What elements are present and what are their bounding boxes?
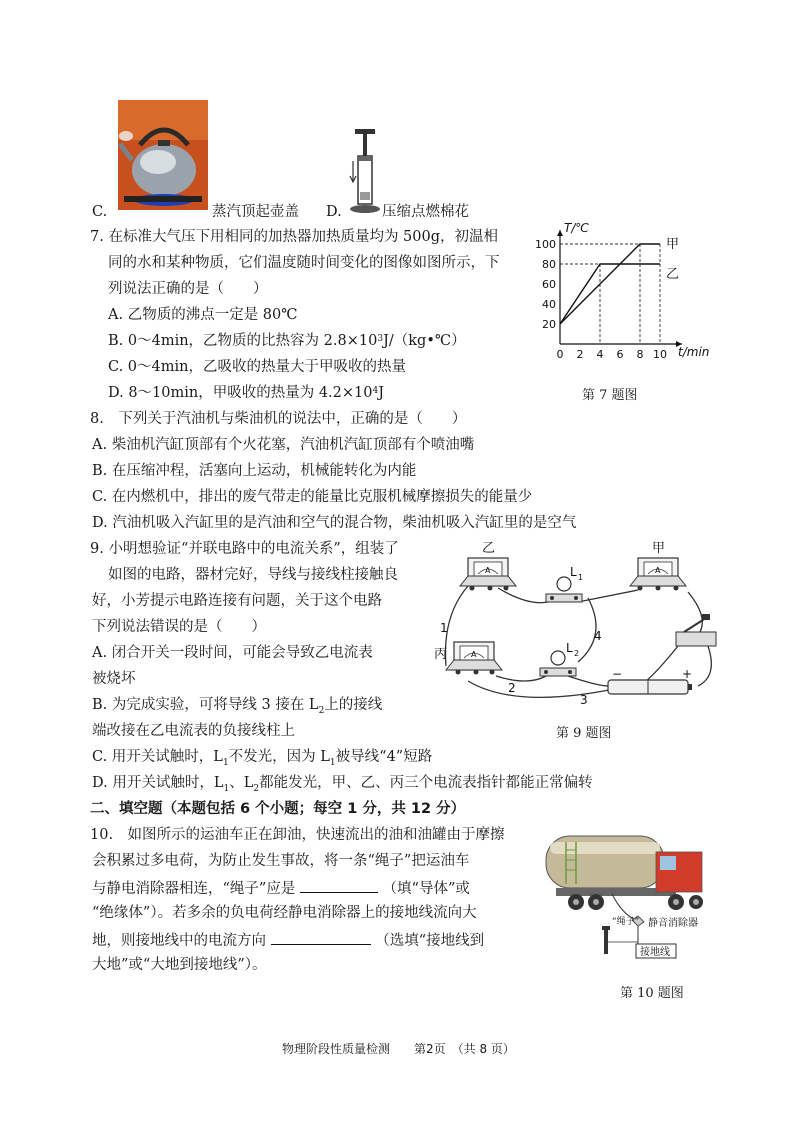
- q8-option-a: A. 柴油机汽缸顶部有个火花塞，汽油机汽缸顶部有个喷油嘴: [92, 437, 475, 453]
- q6-option-c-text: 蒸汽顶起壶盖: [212, 204, 299, 220]
- q8-stem: 8. 下列关于汽油机与柴油机的说法中，正确的是（ ）: [90, 411, 467, 427]
- q10-caption: 第 10 题图: [620, 986, 684, 1001]
- wire-2: [496, 676, 546, 681]
- rope-label: “绳子”: [612, 917, 640, 927]
- x-tick-label: 10: [653, 348, 667, 361]
- q7-option-b: B. 0～4min，乙物质的比热容为 $2.8\times 10^3J/(kg•℃)$: [108, 333, 466, 349]
- y-axis-arrow: [557, 230, 563, 236]
- syringe-image: [348, 126, 382, 216]
- q9-stem-line4: 下列说法错误的是（ ）: [92, 619, 266, 635]
- ground-wire-label: 接地线: [640, 947, 670, 958]
- q10-oil-truck-figure: [536, 822, 716, 972]
- label-l1-sub: 1: [578, 573, 584, 582]
- x-axis-label: t/min: [678, 345, 710, 359]
- dial-a-jia: A: [655, 566, 661, 575]
- q9-option-b-line1: B. 为完成实验，可将导线 3 接在 $L_2$上的接线: [92, 697, 383, 716]
- q9-stem-line2: 如图的电路，器材完好，导线与接线柱接触良: [108, 567, 398, 583]
- q10-blank-2[interactable]: [271, 930, 371, 945]
- series-line-yi: [560, 264, 660, 324]
- q7-option-d: D. 8～10min，甲吸收的热量为 $4.2\times 10^4J$: [108, 385, 385, 401]
- page-footer: 物理阶段性质量检测 第2页 （共 8 页）: [282, 1042, 515, 1056]
- label-wire-4: 4: [594, 629, 602, 643]
- label-wire-2: 2: [508, 681, 516, 695]
- dial-a-bing: A: [471, 650, 477, 659]
- y-tick-label: 40: [542, 298, 556, 311]
- q7-option-c: C. 0～4min，乙吸收的热量大于甲吸收的热量: [108, 359, 406, 375]
- y-tick-label: 60: [542, 278, 556, 291]
- q9-option-c: C. 用开关试触时，$L_1$不发光，因为 $L_1$被导线“4”短路: [92, 749, 433, 768]
- series-line-jia: [560, 244, 660, 324]
- q6-option-c-letter: C.: [92, 204, 108, 220]
- label-plus: +: [682, 667, 693, 681]
- y-tick-label: 80: [542, 258, 556, 271]
- x-tick-label: 6: [616, 348, 624, 361]
- q8-option-d: D. 汽油机吸入汽缸里的是汽油和空气的混合物，柴油机吸入汽缸里的是空气: [92, 515, 577, 531]
- eliminator-label: 静音消除器: [648, 918, 698, 929]
- label-l2-sub: 2: [574, 649, 580, 658]
- q9-option-a-line2: 被烧坏: [92, 671, 136, 687]
- q10-line1: 10. 如图所示的运油车正在卸油，快速流出的油和油罐由于摩擦: [90, 827, 505, 843]
- x-tick-label: 4: [596, 348, 604, 361]
- label-jia: 甲: [652, 541, 666, 556]
- q8-option-c: C. 在内燃机中，排出的废气带走的能量比克服机械摩擦损失的能量少: [92, 489, 533, 505]
- q9-stem-line1: 9. 小明想验证“并联电路中的电流关系”，组装了: [90, 541, 399, 557]
- q9-option-a-line1: A. 闭合开关一段时间，可能会导致乙电流表: [92, 645, 373, 661]
- label-l1: L: [570, 565, 577, 579]
- lamp-l1: [546, 577, 582, 602]
- q7-stem-line1: 7. 在标准大气压下用相同的加热器加热质量均为 500g，初温相: [90, 229, 499, 245]
- q8-option-b: B. 在压缩冲程，活塞向上运动，机械能转化为内能: [92, 463, 417, 479]
- y-axis-label: T/℃: [564, 221, 589, 235]
- series-label-jia: 甲: [666, 237, 680, 252]
- label-l2: L: [566, 641, 573, 655]
- y-tick-label: 100: [535, 238, 556, 251]
- q10-line3: 与静电消除器相连，“绳子”应是 （填“导体”或: [92, 878, 470, 898]
- q9-option-d: D. 用开关试触时，$L_1$、$L_2$都能发光，甲、乙、丙三个电流表指针都能正常偏转: [92, 775, 593, 794]
- label-bing: 丙: [434, 647, 448, 662]
- section2-heading: 二、填空题（本题包括 6 个小题；每空 1 分，共 12 分）: [90, 801, 466, 817]
- wire-3: [468, 681, 628, 697]
- series-label-yi: 乙: [666, 267, 680, 282]
- x-tick-label: 8: [636, 348, 644, 361]
- q7-option-a: A. 乙物质的沸点一定是 80℃: [108, 307, 298, 323]
- q9-stem-line3: 好，小芳提示电路连接有问题，关于这个电路: [92, 593, 382, 609]
- switch: [676, 614, 716, 646]
- battery: [608, 680, 692, 694]
- label-wire-3: 3: [580, 693, 588, 707]
- q7-temperature-chart: [530, 214, 710, 364]
- q7-stem-line3: 列说法正确的是（ ）: [108, 281, 268, 297]
- q10-line2: 会积累过多电荷，为防止发生事故，将一条“绳子”把运油车: [92, 853, 470, 869]
- label-yi: 乙: [482, 541, 496, 556]
- q9-caption: 第 9 题图: [556, 726, 612, 741]
- q7-caption: 第 7 题图: [582, 388, 638, 403]
- q6-option-d-letter: D.: [326, 204, 342, 220]
- q7-stem-line2: 同的水和某种物质，它们温度随时间变化的图像如图所示，下: [108, 255, 500, 271]
- q10-line5: 地，则接地线中的电流方向 （选填“接地线到: [92, 930, 484, 950]
- kettle-image: [118, 100, 208, 210]
- q10-blank-1[interactable]: [300, 878, 378, 893]
- label-wire-1: 1: [440, 621, 448, 635]
- label-minus: −: [612, 667, 623, 681]
- q6-option-d-text: 压缩点燃棉花: [382, 204, 469, 220]
- dial-a-yi: A: [485, 566, 491, 575]
- y-tick-label: 20: [542, 318, 556, 331]
- x-tick-label: 2: [576, 348, 584, 361]
- q10-line4: “绝缘体”）。若多余的负电荷经静电消除器上的接地线流向大: [92, 905, 477, 921]
- q10-line6: 大地”或“大地到接地线”）。: [92, 957, 267, 973]
- x-tick-label: 0: [556, 348, 564, 361]
- q9-option-b-line2: 端改接在乙电流表的负接线柱上: [92, 723, 295, 739]
- q9-circuit-diagram: [428, 536, 728, 716]
